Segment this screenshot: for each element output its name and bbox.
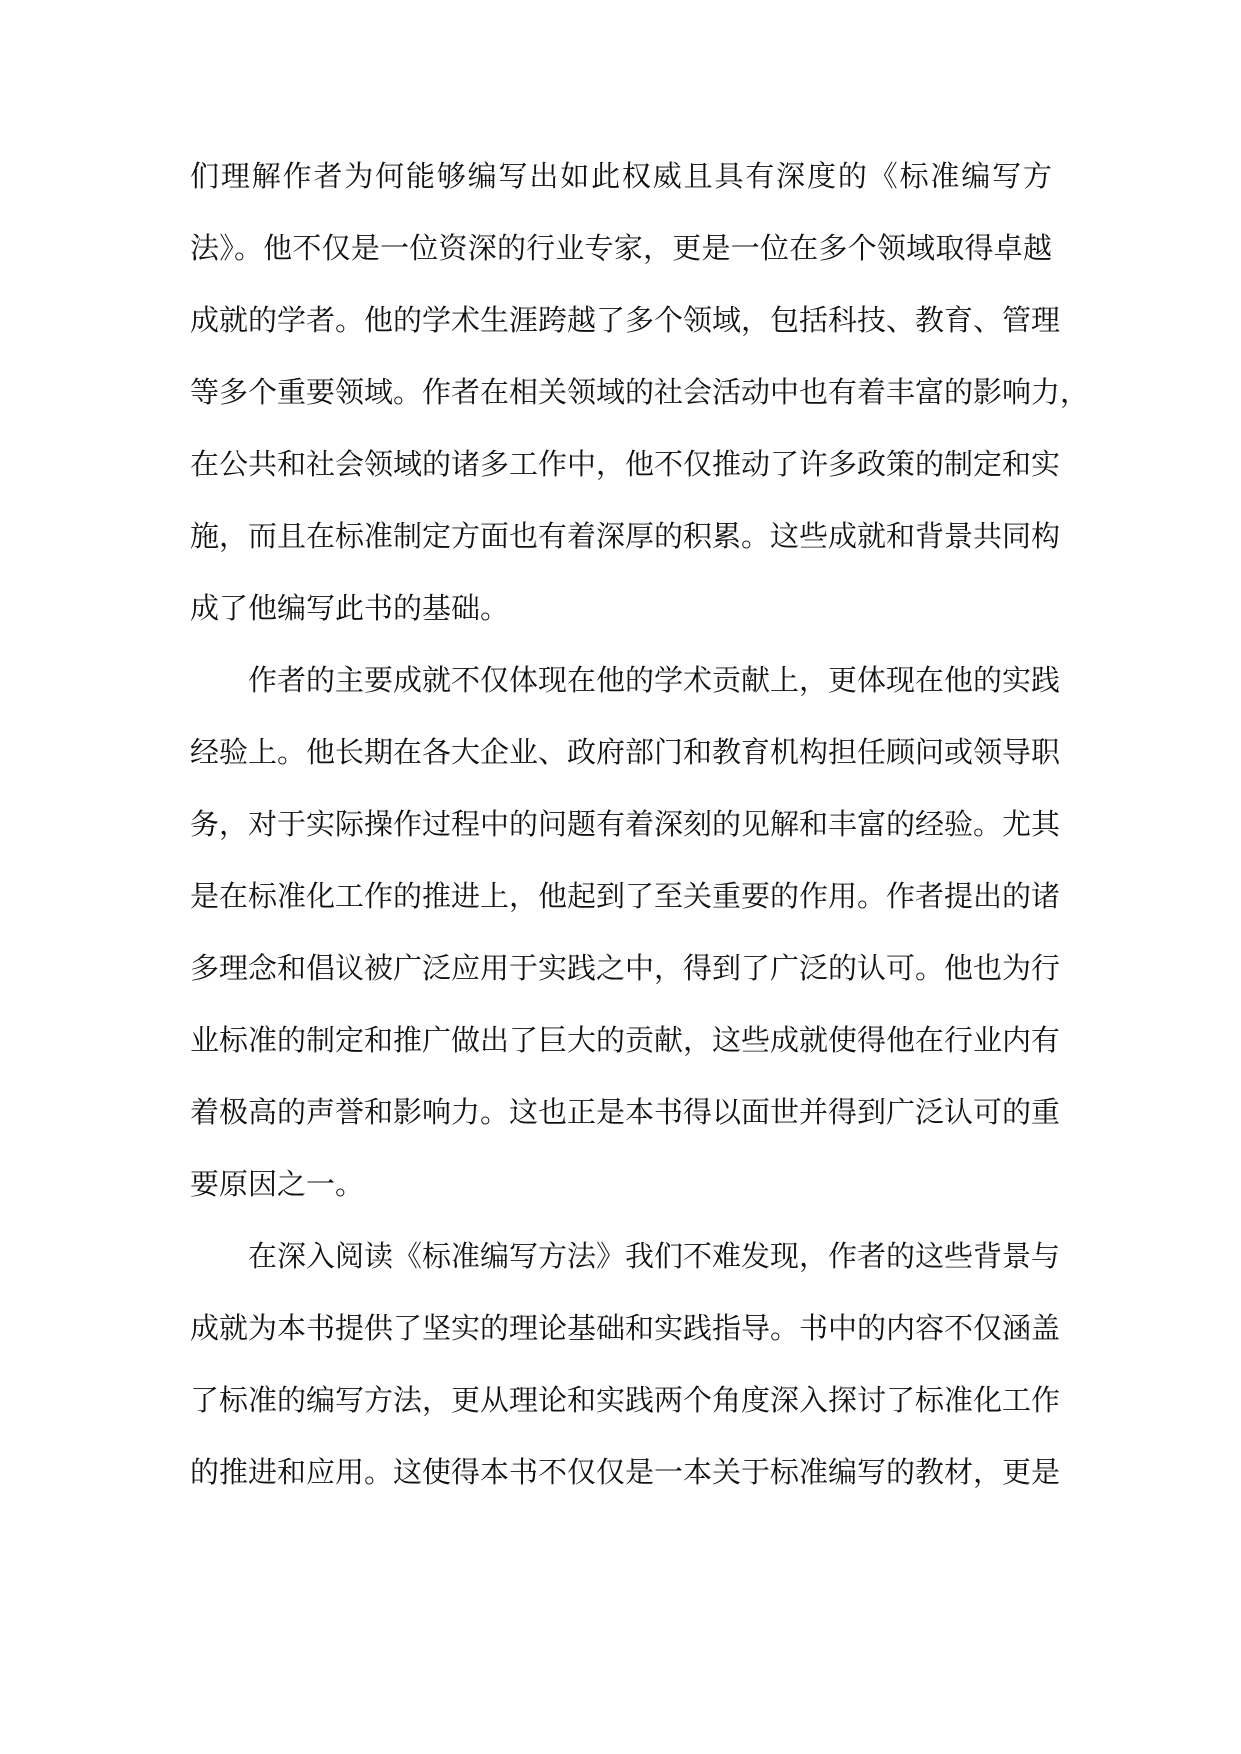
text-line: 着极高的声誉和影响力。这也正是本书得以面世并得到广泛认可的重 bbox=[190, 1095, 1061, 1129]
text-line: 施，而且在标准制定方面也有着深厚的积累。这些成就和背景共同构 bbox=[190, 519, 1061, 553]
text-line: 作者的主要成就不仅体现在他的学术贡献上，更体现在他的实践 bbox=[248, 663, 1061, 697]
document-body bbox=[190, 148, 1090, 1516]
text-line: 等多个重要领域。作者在相关领域的社会活动中也有着丰富的影响力， bbox=[190, 375, 1090, 409]
text-line: 业标准的制定和推广做出了巨大的贡献，这些成就使得他在行业内有 bbox=[190, 1023, 1061, 1057]
text-line: 要原因之一。 bbox=[190, 1167, 365, 1201]
text-line: 成就为本书提供了坚实的理论基础和实践指导。书中的内容不仅涵盖 bbox=[190, 1311, 1061, 1345]
text-line: 的推进和应用。这使得本书不仅仅是一本关于标准编写的教材，更是 bbox=[190, 1455, 1061, 1489]
text-line: 是在标准化工作的推进上，他起到了至关重要的作用。作者提出的诸 bbox=[190, 879, 1061, 913]
text-line: 成了他编写此书的基础。 bbox=[190, 591, 510, 625]
text-line: 在深入阅读《标准编写方法》我们不难发现，作者的这些背景与 bbox=[248, 1239, 1061, 1273]
text-line: 们理解作者为何能够编写出如此权威且具有深度的《标准编写方 bbox=[190, 159, 1052, 193]
text-line: 在公共和社会领域的诸多工作中，他不仅推动了许多政策的制定和实 bbox=[190, 447, 1061, 481]
text-line: 了标准的编写方法，更从理论和实践两个角度深入探讨了标准化工作 bbox=[190, 1383, 1061, 1417]
text-line: 经验上。他长期在各大企业、政府部门和教育机构担任顾问或领导职 bbox=[190, 735, 1061, 769]
text-line: 务，对于实际操作过程中的问题有着深刻的见解和丰富的经验。尤其 bbox=[190, 807, 1061, 841]
text-line: 法》。他不仅是一位资深的行业专家，更是一位在多个领域取得卓越 bbox=[190, 231, 1052, 265]
text-line: 多理念和倡议被广泛应用于实践之中，得到了广泛的认可。他也为行 bbox=[190, 951, 1061, 985]
text-line: 成就的学者。他的学术生涯跨越了多个领域，包括科技、教育、管理 bbox=[190, 303, 1061, 337]
